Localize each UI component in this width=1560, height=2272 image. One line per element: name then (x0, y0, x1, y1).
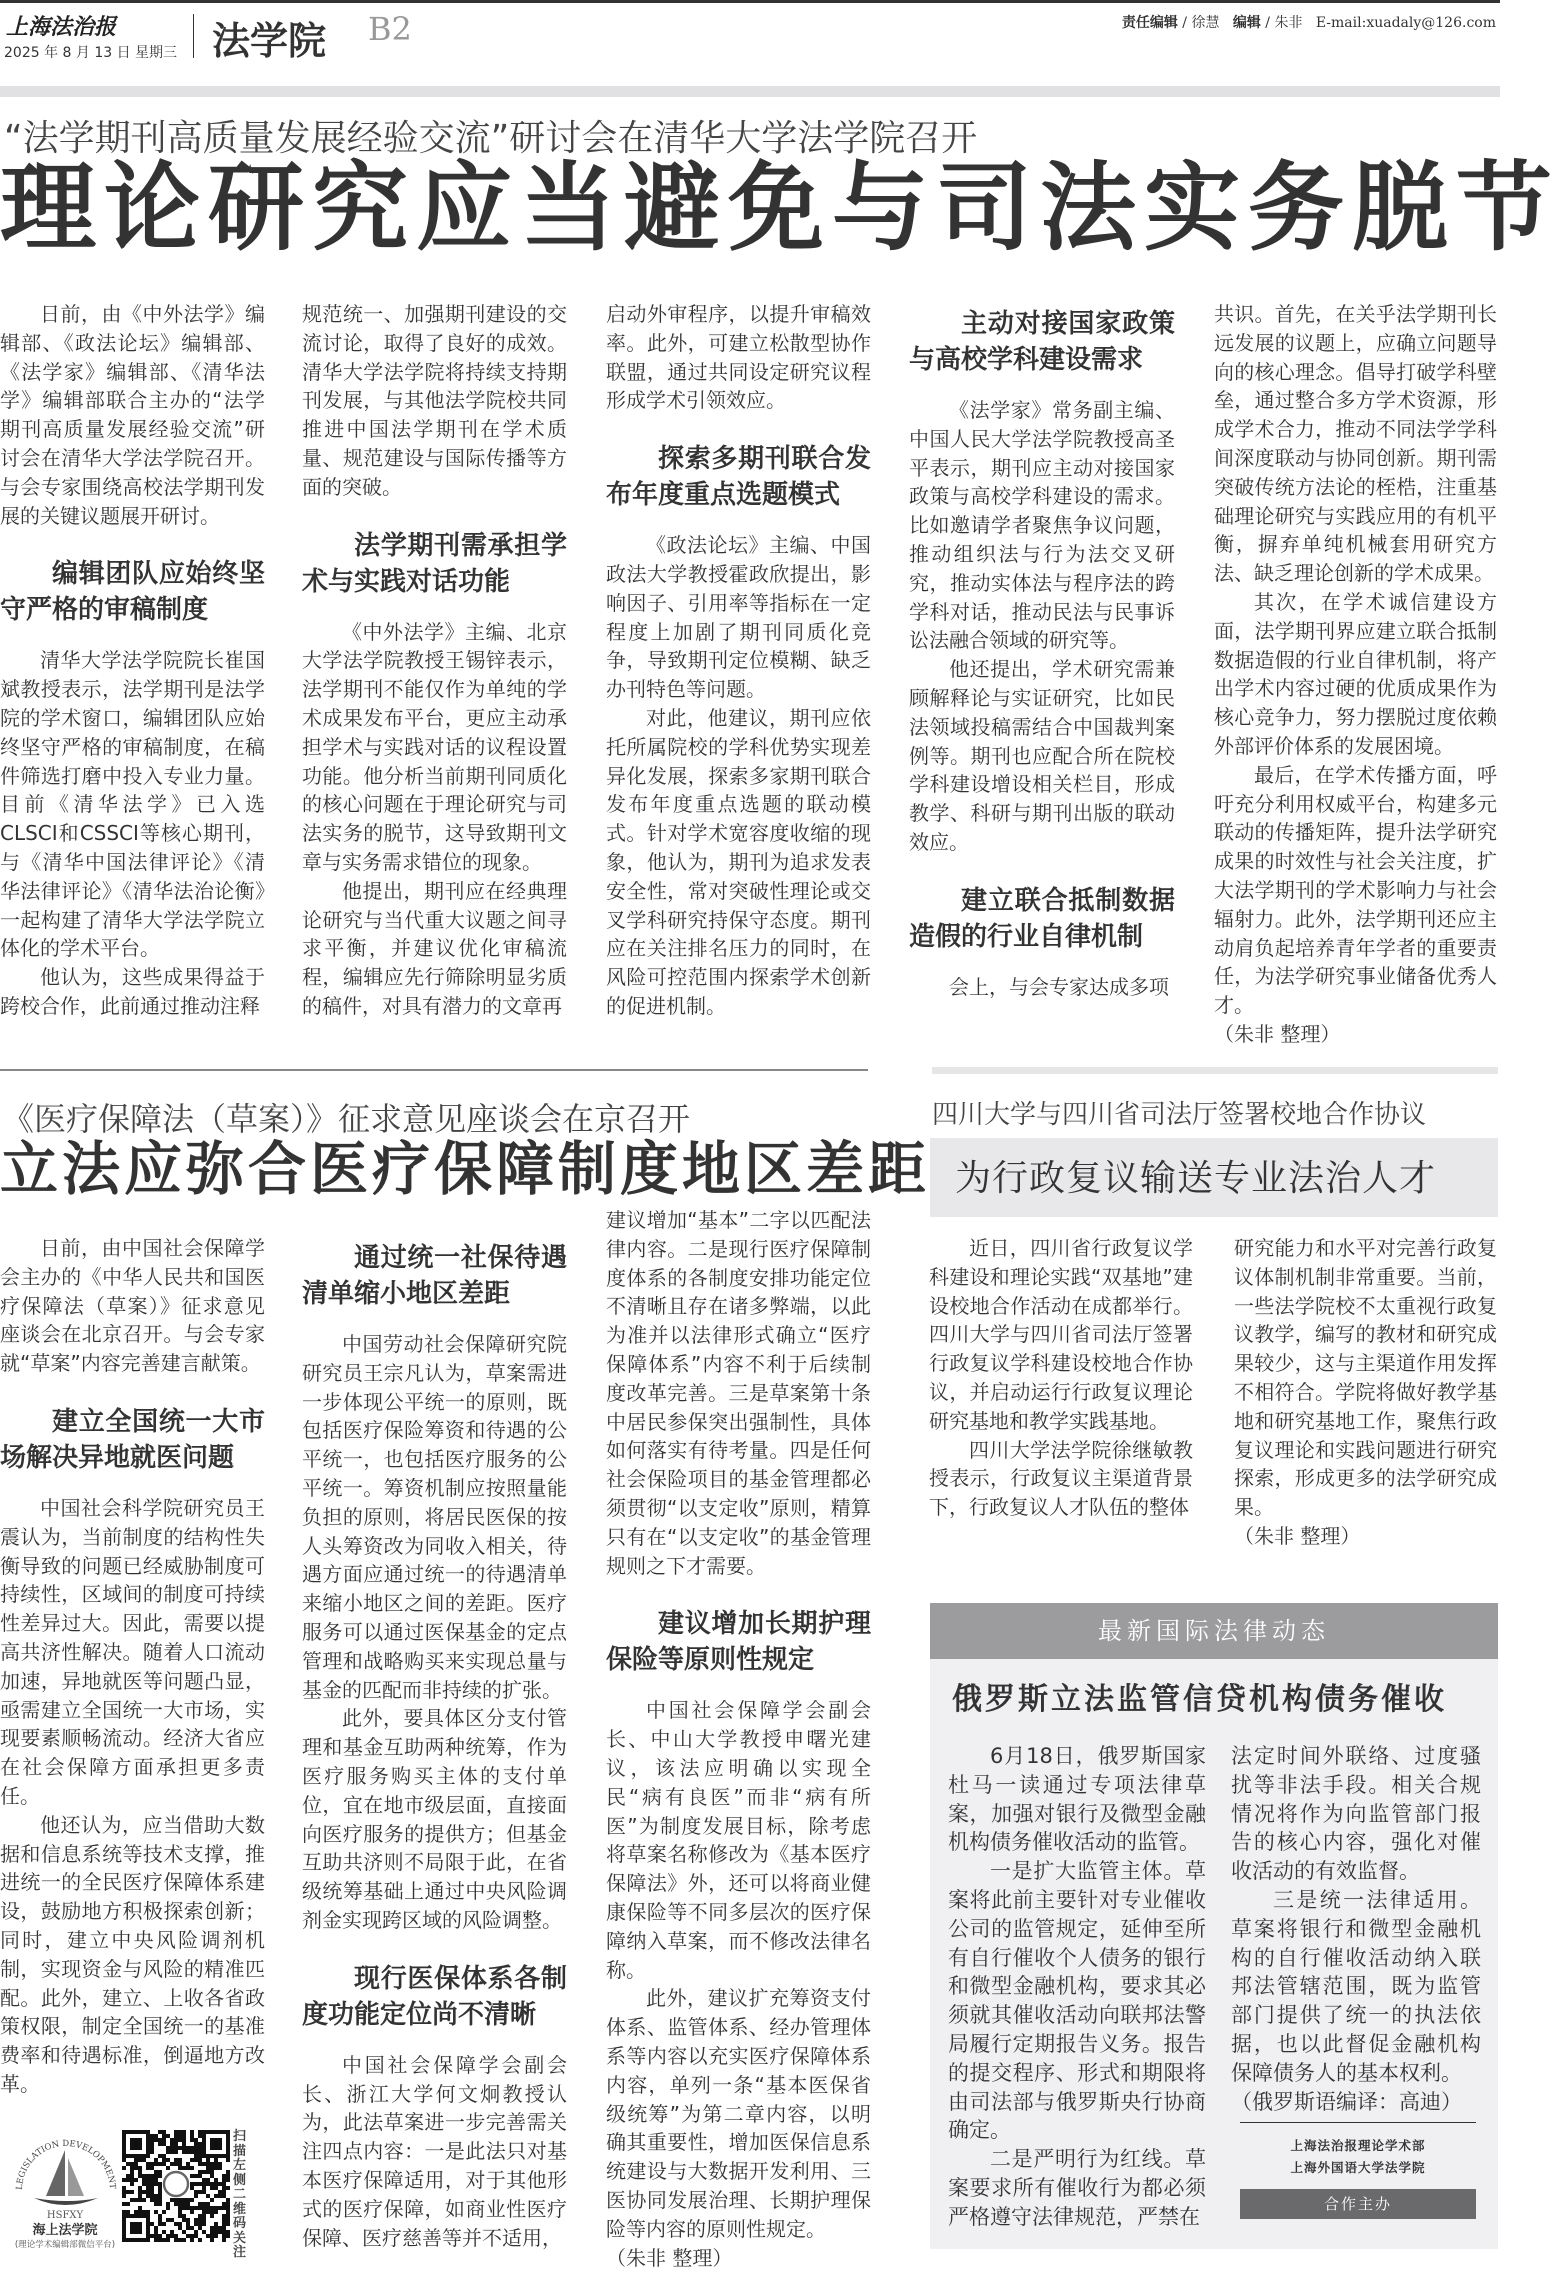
issue-date: 2025 年 8 月 13 日 星期三 (4, 42, 177, 62)
editor-email: E-mail:xuadaly@126.com (1316, 15, 1496, 31)
subheading: 主动对接国家政策与高校学科建设需求 (909, 306, 1175, 378)
paragraph: 四川大学法学院徐继敏教授表示，行政复议主渠道背景下，行政复议人才队伍的整体 (929, 1436, 1193, 1522)
subheading: 探索多期刊联合发布年度重点选题模式 (606, 441, 871, 513)
byline: （俄罗斯语编译：高迪） (1231, 2088, 1481, 2117)
paragraph: 他还提出，学术研究需兼顾解释论与实证研究，比如民法领域投稿需结合中国裁判案例等。期刊也应配合所在院校学科建设增设相关栏目，形成教学、科研与期刊出版的联动效应。 (909, 655, 1175, 857)
paragraph: 中国劳动社会保障研究院研究员王宗凡认为，草案需进一步体现公平统一的原则，既包括医疗保险筹资和待遇的公平统一，也包括医疗服务的公平统一。筹资机制应按照量能负担的原则，将居民医保的按人头筹资改为同收入相关，待遇方面应通过统一的待遇清单来缩小地区之间的差距。医疗服务可以通过医保基金的定点管理和战略购买来实现总量与基金的匹配而非持续的扩张。 (302, 1330, 567, 1704)
paragraph: 《中外法学》主编、北京大学法学院教授王锡锌表示，法学期刊不能仅作为单纯的学术成果发布平台，更应主动承担学术与实践对话的议程设置功能。他分析当前期刊同质化的核心问题在于理论研究与司法实务的脱节，这导致期刊文章与实务需求错位的现象。 (302, 618, 567, 877)
byline: （朱非 整理） (606, 2244, 871, 2272)
intl-news-title: 俄罗斯立法监管信贷机构债务催收 (952, 1674, 1447, 1718)
intl-column-1 (948, 1742, 1206, 2232)
qr-hint: 扫描左侧二维码关注 (233, 2130, 249, 2261)
subheading: 建议增加长期护理保险等原则性规定 (606, 1606, 871, 1678)
organizer-label: 合作主办 (1240, 2189, 1476, 2219)
article1-column-4 (909, 300, 1175, 1002)
subheading: 编辑团队应始终坚守严格的审稿制度 (0, 556, 265, 628)
section-divider-right (932, 1067, 1498, 1074)
paragraph-continued: 法定时间外联络、过度骚扰等非法手段。相关合规情况将作为向监管部门报告的核心内容，强化对催收活动的有效监督。 (1231, 1742, 1481, 1886)
qr-code-icon (122, 2130, 230, 2242)
editor-credits (1122, 12, 1496, 32)
sichuan-column-2 (1234, 1234, 1497, 1551)
header-band (0, 86, 1500, 97)
paragraph: 《政法论坛》主编、中国政法大学教授霍政欣提出，影响因子、引用率等指标在一定程度上加剧了期刊同质化竞争，导致期刊定位模糊、缺乏办刊特色等问题。 (606, 531, 871, 704)
paragraph: 清华大学法学院院长崔国斌教授表示，法学期刊是法学院的学术窗口，编辑团队应始终坚守严格的审稿制度，在稿件筛选打磨中投入专业力量。目前《清华法学》已入选CLSCI和CSSCI等核心期刊，与《清华中国法律评论》《清华法律评论》《清华法治论衡》一起构建了清华大学法学院立体化的学术平台。 (0, 646, 265, 963)
intl-news-banner: 最新国际法律动态 (930, 1603, 1498, 1659)
paragraph: 日前，由《中外法学》编辑部、《政法论坛》编辑部、《法学家》编辑部、《清华法学》编辑部联合主办的“法学期刊高质量发展经验交流”研讨会在清华大学法学院召开。与会专家围绕高校法学期刊发展的关键议题展开研讨。 (0, 300, 265, 530)
article2-column-2 (302, 1234, 567, 2252)
header-divider (193, 14, 194, 58)
article1-column-5 (1214, 300, 1497, 1049)
paragraph: 一是扩大监管主体。草案将此前主要针对专业催收公司的监管规定，延伸至所有自行催收个人债务的银行和微型金融机构，要求其必须就其催收活动向联邦法警局履行定期报告义务。报告的提交程序、形式和期限将由司法部与俄罗斯央行协商确定。 (948, 1857, 1206, 2145)
paragraph: 日前，由中国社会保障学会主办的《中华人民共和国医疗保障法（草案）》征求意见座谈会在北京召开。与会专家就“草案”内容完善建言献策。 (0, 1234, 265, 1378)
subheading: 现行医保体系各制度功能定位尚不清晰 (302, 1961, 567, 2033)
paragraph: 他还认为，应当借助大数据和信息系统等技术支撑，推进统一的全民医疗保障体系建设，鼓励地方积极探索创新；同时，建立中央风险调剂机制，实现资金与风险的精准匹配。此外，建立、上收各省政策权限，制定全国统一的基准费率和待遇标准，倒逼地方改革。 (0, 1811, 265, 2099)
article1-headline: 理论研究应当避免与司法实务脱节 (0, 158, 1560, 258)
organizer-2: 上海外国语大学法学院 (1240, 2158, 1476, 2176)
top-rule (0, 0, 1500, 3)
sichuan-column-1 (929, 1234, 1193, 1522)
organizer-rule (1240, 2122, 1476, 2123)
newspaper-masthead: 上海法治报 (6, 10, 116, 41)
section-divider-left (0, 1069, 868, 1071)
article1-column-1 (0, 300, 265, 1021)
paragraph: 6月18日，俄罗斯国家杜马一读通过专项法律草案，加强对银行及微型金融机构债务催收活动的监管。 (948, 1742, 1206, 1857)
article1-kicker: “法学期刊高质量发展经验交流”研讨会在清华大学法学院召开 (4, 110, 977, 161)
sailboat-logo-icon (10, 2128, 120, 2250)
paragraph: 会上，与会专家达成多项 (909, 973, 1175, 1002)
editor-label: 责任编辑 (1122, 15, 1178, 31)
logo-caption: (理论学术编辑部微信平台) (15, 2239, 115, 2250)
paragraph: 此外，要具体区分支付管理和基金互助两种统筹，作为医疗服务购买主体的支付单位，宜在地市级层面，直接面向医疗服务的提供方；但基金互助共济则不局限于此，在省级统筹基础上通过中央风险调剂金实现跨区域的风险调整。 (302, 1704, 567, 1934)
paragraph: 他认为，这些成果得益于跨校合作，此前通过推动注释 (0, 963, 265, 1021)
page-code: B2 (368, 10, 412, 48)
article2-column-1 (0, 1234, 265, 2099)
editor-name: / 徐慧 (1182, 15, 1219, 31)
paragraph: 中国社会保障学会副会长、浙江大学何文炯教授认为，此法草案进一步完善需关注四点内容：一是此法只对基本医疗保障适用，对于其他形式的医疗保障，如商业性医疗保障、医疗慈善等并不适用， (302, 2051, 567, 2253)
byline: （朱非 整理） (1214, 1020, 1497, 1049)
paragraph-continued: 启动外审程序，以提升审稿效率。此外，可建立松散型协作联盟，通过共同设定研究议程形成学术引领效应。 (606, 300, 871, 415)
subheading: 建立联合抵制数据造假的行业自律机制 (909, 883, 1175, 955)
subheading: 法学期刊需承担学术与实践对话功能 (302, 528, 567, 600)
logo-ring-text: LEGISLATION DEVELOPMENT (15, 2139, 117, 2190)
paragraph: 中国社会保障学会副会长、中山大学教授申曙光建议，该法应明确以实现全民“病有良医”而非“病有所医”为制度发展目标，除考虑将草案名称修改为《基本医疗保障法》外，还可以将商业健康保险等不同多层次的医疗保障纳入草案，而不修改法律名称。 (606, 1696, 871, 1984)
subheading: 通过统一社保待遇清单缩小地区差距 (302, 1240, 567, 1312)
paragraph-continued: 规范统一、加强期刊建设的交流讨论，取得了良好的成效。清华大学法学院将持续支持期刊发展，与其他法学院校共同推进中国法学期刊在学术质量、规范建设与国际传播等方面的突破。 (302, 300, 567, 502)
hsfxy-logo (10, 2128, 120, 2250)
intl-column-2 (1231, 1742, 1481, 2116)
paragraph-continued: 研究能力和水平对完善行政复议体制机制非常重要。当前，一些法学院校不太重视行政复议教学，编写的教材和研究成果较少，这与主渠道作用发挥不相符合。学院将做好教学基地和研究基地工作，聚焦行政复议理论和实践问题进行研究探索，形成更多的法学研究成果。 (1234, 1234, 1497, 1522)
article2-kicker: 《医疗保障法（草案）》征求意见座谈会在京召开 (2, 1094, 690, 1140)
logo-code: HSFXY (47, 2210, 84, 2221)
qr-code[interactable] (122, 2130, 230, 2242)
paragraph: 他提出，期刊应在经典理论研究与当代重大议题之间寻求平衡，并建议优化审稿流程，编辑应先行筛除明显劣质的稿件，对具有潜力的文章再 (302, 877, 567, 1021)
logo-name: 海上法学院 (32, 2222, 97, 2238)
paragraph: 中国社会科学院研究员王震认为，当前制度的结构性失衡导致的问题已经威胁制度可持续性，区域间的制度可持续性差异过大。因此，需要以提高共济性解决。随着人口流动加速，异地就医等问题凸显，亟需建立全国统一大市场，实现要素顺畅流动。经济大省应在社会保障方面承担更多责任。 (0, 1494, 265, 1811)
editor2-name: / 朱非 (1265, 15, 1302, 31)
svg-text:LEGISLATION DEVELOPMENT (15, 2139, 117, 2190)
paragraph-continued: 建议增加“基本”二字以匹配法律内容。二是现行医疗保障制度体系的各制度安排功能定位不清晰且存在诸多弊端，以此为准并以法律形式确立“医疗保障体系”内容不利于后续制度改革完善。三是草案第十条中居民参保突出强制性，具体如何落实有待考量。四是任何社会保险项目的基金管理都必须贯彻“以支定收”原则，精算只有在“以支定收”的基金管理规则之下才需要。 (606, 1206, 871, 1580)
paragraph: 其次，在学术诚信建设方面，法学期刊界应建立联合抵制数据造假的行业自律机制，将产出学术内容过硬的优质成果作为核心竞争力，努力摆脱过度依赖外部评价体系的发展困境。 (1214, 588, 1497, 761)
sichuan-title: 为行政复议输送专业法治人才 (955, 1150, 1436, 1201)
article1-column-2 (302, 300, 567, 1021)
editor2-label: 编辑 (1233, 15, 1261, 31)
paragraph: 二是严明行为红线。草案要求所有催收行为都必须严格遵守法律规范，严禁在 (948, 2145, 1206, 2231)
paragraph: 此外，建议扩充筹资支付体系、监管体系、经办管理体系等内容以充实医疗保障体系内容，单列一条“基本医保省级统筹”为第二章内容，以明确其重要性，增加医保信息系统建设与大数据开发利用、三医协同发展治理、长期护理保险等内容的原则性规定。 (606, 1984, 871, 2243)
article1-column-3 (606, 300, 871, 1021)
paragraph-continued: 共识。首先，在关乎法学期刊长远发展的议题上，应确立问题导向的核心理念。倡导打破学科壁垒，通过整合多方学术资源，形成学术合力，推动不同法学学科间深度联动与协同创新。期刊需突破传统方法论的桎梏，注重基础理论研究与实践应用的有机平衡，摒弃单纯机械套用研究方法、缺乏理论创新的学术成果。 (1214, 300, 1497, 588)
organizer-1: 上海法治报理论学术部 (1240, 2136, 1476, 2154)
article2-column-3 (606, 1206, 871, 2272)
subheading: 建立全国统一大市场解决异地就医问题 (0, 1404, 265, 1476)
section-name: 法学院 (212, 10, 326, 65)
paragraph: 对此，他建议，期刊应依托所属院校的学科优势实现差异化发展，探索多家期刊联合发布年度重点选题的联动模式。针对学术宽容度收缩的现象，他认为，期刊为追求发表安全性，常对突破性理论或交叉学科研究持保守态度。期刊应在关注排名压力的同时，在风险可控范围内探索学术创新的促进机制。 (606, 704, 871, 1021)
paragraph: 近日，四川省行政复议学科建设和理论实践“双基地”建设校地合作活动在成都举行。四川大学与四川省司法厅签署行政复议学科建设校地合作协议，并启动运行行政复议理论研究基地和教学实践基地。 (929, 1234, 1193, 1436)
paragraph: 三是统一法律适用。草案将银行和微型金融机构的自行催收活动纳入联邦法管辖范围，既为监管部门提供了统一的执法依据，也以此督促金融机构保障债务人的基本权利。 (1231, 1886, 1481, 2088)
paragraph: 《法学家》常务副主编、中国人民大学法学院教授高圣平表示，期刊应主动对接国家政策与高校学科建设的需求。比如邀请学者聚焦争议问题，推动组织法与行为法交叉研究，推动实体法与程序法的跨学科对话，推动民法与民事诉讼法融合领域的研究等。 (909, 396, 1175, 655)
sichuan-kicker: 四川大学与四川省司法厅签署校地合作协议 (932, 1094, 1426, 1131)
article2-headline: 立法应弥合医疗保障制度地区差距 (0, 1122, 930, 1206)
paragraph: 最后，在学术传播方面，呼吁充分利用权威平台，构建多元联动的传播矩阵，提升法学研究成果的时效性与社会关注度，扩大法学期刊的学术影响力与社会辐射力。此外，法学期刊还应主动肩负起培养青年学者的重要责任，为法学研究事业储备优秀人才。 (1214, 761, 1497, 1020)
byline: （朱非 整理） (1234, 1522, 1497, 1551)
